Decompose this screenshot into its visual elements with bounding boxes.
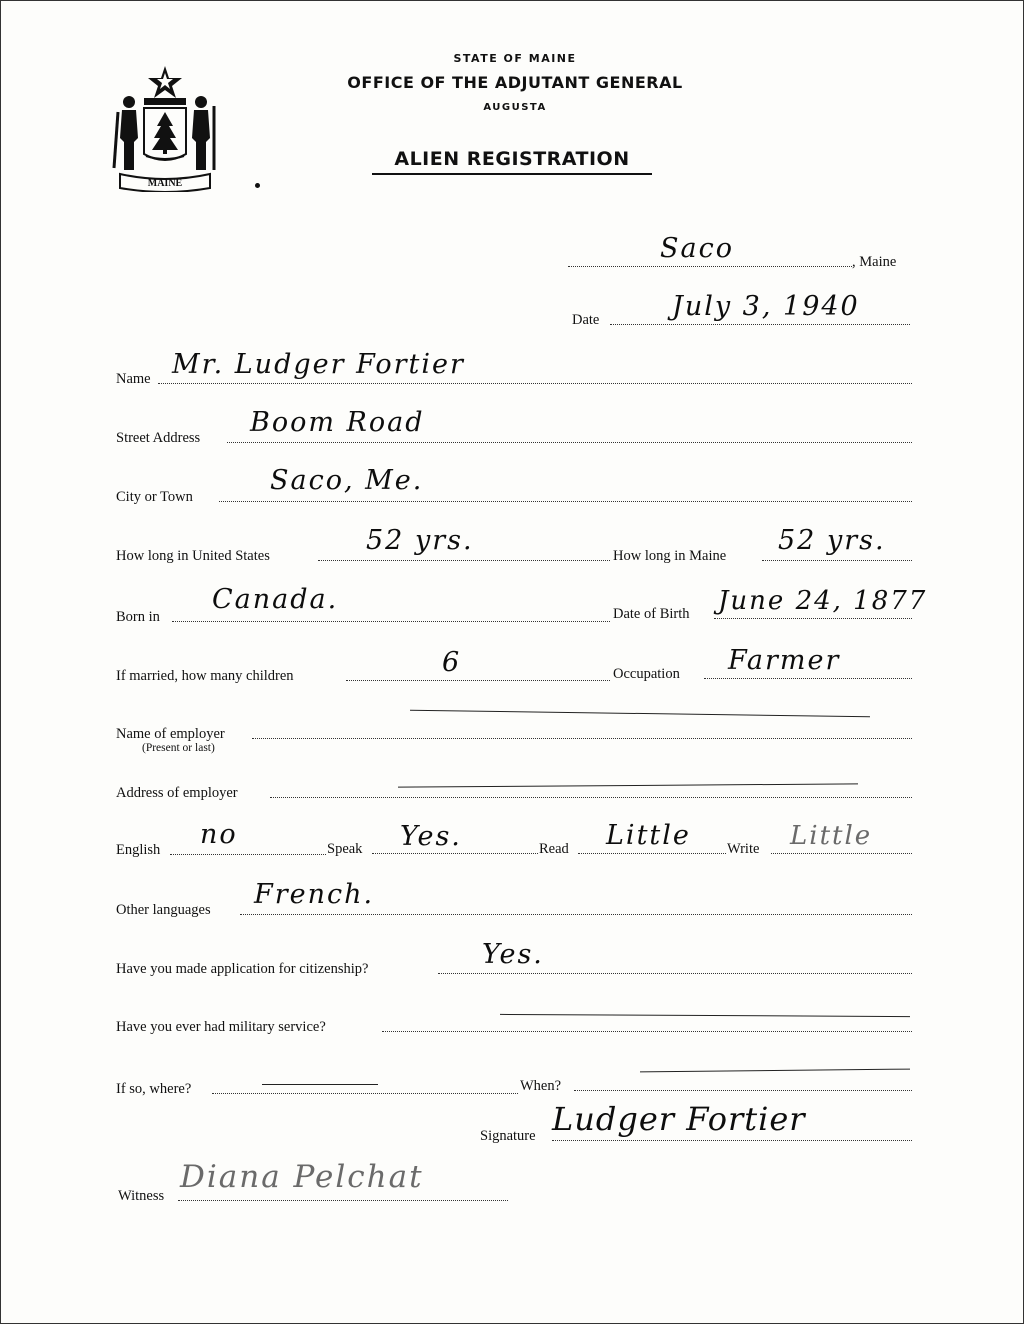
where-dash (262, 1084, 378, 1085)
speak-label: Speak (327, 841, 363, 857)
header-state: STATE OF MAINE (453, 52, 577, 65)
signature-value: Ludger Fortier (552, 1100, 806, 1138)
how-long-maine-leader (762, 560, 912, 561)
write-leader (771, 853, 912, 854)
name-leader (158, 383, 912, 384)
write-value: Little (790, 821, 873, 851)
occupation-leader (704, 678, 912, 679)
other-languages-leader (240, 914, 912, 915)
date-value: July 3, 1940 (672, 291, 860, 322)
name-value: Mr. Ludger Fortier (172, 349, 465, 380)
form-title: ALIEN REGISTRATION (372, 148, 652, 175)
date-label: Date (572, 312, 600, 328)
date-of-birth-leader (714, 618, 912, 619)
ink-dot (255, 183, 260, 188)
employer-name-label: Name of employer (116, 726, 225, 742)
read-label: Read (539, 841, 569, 857)
signature-label: Signature (480, 1128, 536, 1144)
occupation-label: Occupation (613, 666, 680, 682)
header-office: OFFICE OF THE ADJUTANT GENERAL (347, 73, 683, 92)
witness-value: Diana Pelchat (180, 1159, 424, 1195)
speak-value: Yes. (400, 821, 462, 852)
how-long-maine-value: 52 yrs. (778, 525, 886, 556)
employer-name-sublabel: (Present or last) (142, 742, 215, 754)
date-leader (610, 324, 910, 325)
citizenship-value: Yes. (482, 939, 544, 970)
signature-leader (552, 1140, 912, 1141)
english-value: no (200, 819, 238, 850)
date-of-birth-value: June 24, 1877 (718, 586, 928, 616)
place-leader (568, 266, 852, 267)
children-value: 6 (442, 647, 462, 678)
military-label: Have you ever had military service? (116, 1019, 326, 1035)
city-leader (219, 501, 912, 502)
read-value: Little (606, 820, 691, 851)
seal-motto: MAINE (147, 178, 183, 189)
citizenship-leader (438, 973, 912, 974)
city-label: City or Town (116, 489, 193, 505)
born-in-leader (172, 621, 610, 622)
employer-name-leader (252, 738, 912, 739)
how-long-maine-label: How long in Maine (613, 548, 727, 564)
witness-leader (178, 1200, 508, 1201)
when-leader (574, 1090, 912, 1091)
children-leader (346, 680, 610, 681)
employer-address-label: Address of employer (116, 785, 238, 801)
how-long-us-leader (318, 560, 610, 561)
how-long-us-value: 52 yrs. (366, 525, 474, 556)
english-leader (170, 854, 326, 855)
born-in-label: Born in (116, 609, 160, 625)
street-address-value: Boom Road (250, 407, 425, 438)
english-label: English (116, 842, 161, 858)
military-leader (382, 1031, 912, 1032)
other-languages-value: French. (254, 879, 375, 910)
street-address-label: Street Address (116, 430, 201, 446)
date-of-birth-label: Date of Birth (613, 606, 690, 622)
children-label: If married, how many children (116, 668, 294, 684)
read-leader (578, 853, 726, 854)
occupation-value: Farmer (728, 645, 841, 676)
place-value: Saco (660, 233, 734, 264)
header-city: AUGUSTA (483, 102, 547, 113)
maine-state-seal (110, 62, 220, 192)
born-in-value: Canada. (212, 584, 339, 615)
speak-leader (372, 853, 538, 854)
city-value: Saco, Me. (270, 465, 424, 496)
name-label: Name (116, 371, 151, 387)
witness-label: Witness (118, 1188, 165, 1204)
how-long-us-label: How long in United States (116, 548, 270, 564)
write-label: Write (727, 841, 760, 857)
other-languages-label: Other languages (116, 902, 211, 918)
employer-address-leader (270, 797, 912, 798)
street-address-leader (227, 442, 912, 443)
citizenship-label: Have you made application for citizenship? (116, 961, 369, 977)
when-label: When? (520, 1078, 562, 1094)
where-leader (212, 1093, 518, 1094)
place-suffix: , Maine (852, 254, 897, 270)
where-label: If so, where? (116, 1081, 192, 1097)
